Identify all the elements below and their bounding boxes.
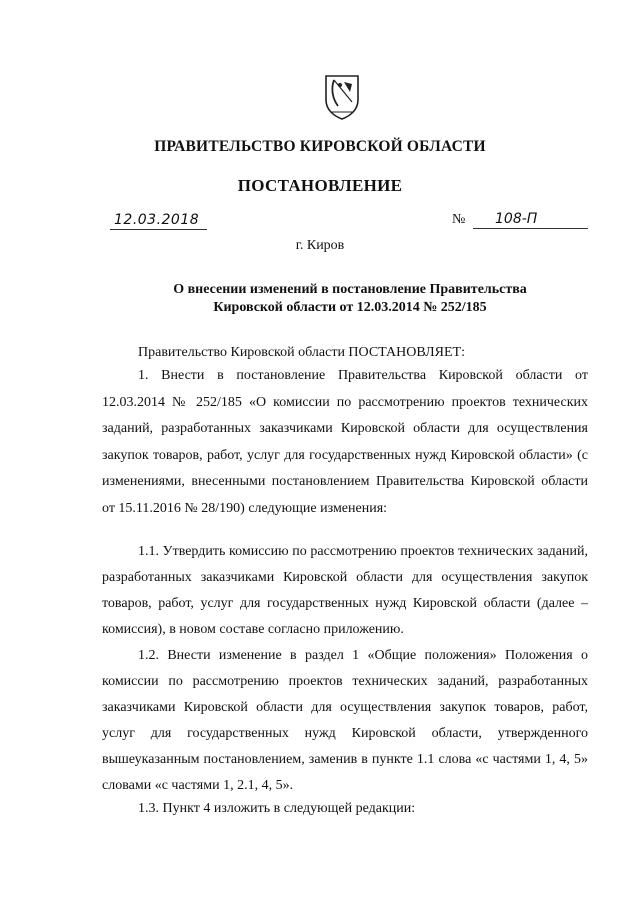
city-label: г. Киров bbox=[295, 238, 345, 253]
document-number: 108-П bbox=[473, 210, 588, 229]
document-date: 12.03.2018 bbox=[110, 211, 207, 230]
paragraph-1-2: 1.2. Внести изменение в раздел 1 «Общие положения» Положения о комиссии по рассмотрению проектов технических заданий, разработанных заказчиками Кировской области для осуществления закупок товаров, работ, услуг для государственных нужд Кировской области, утвержденного вышеуказанным постановлением, заменив в пункте 1.1 слова «с частями 1, 4, 5» словами «с частями 1, 2.1, 4, 5». bbox=[102, 648, 588, 793]
coat-of-arms-icon bbox=[322, 72, 362, 120]
document-type-title: ПОСТАНОВЛЕНИЕ bbox=[237, 176, 403, 195]
number-label: № bbox=[452, 212, 466, 227]
paragraph-1-1: 1.1. Утвердить комиссию по рассмотрению проектов технических заданий, разработанных заказчиками Кировской области для осуществления закупок товаров, работ, услуг для государственных нужд Кировской области (далее – комиссия), в новом составе согласно приложению. bbox=[102, 544, 588, 637]
paragraph-1-3: 1.3. Пункт 4 изложить в следующей редакции: bbox=[138, 801, 416, 816]
government-title: ПРАВИТЕЛЬСТВО КИРОВСКОЙ ОБЛАСТИ bbox=[154, 138, 486, 155]
paragraph-preamble: Правительство Кировской области ПОСТАНОВЛЯЕТ: bbox=[138, 345, 465, 360]
paragraph-1: 1. Внести в постановление Правительства Кировской области от 12.03.2014 № 252/185 «О комиссии по рассмотрению проектов технических заданий, разработанных заказчиками Кировской области для осуществления закупок товаров, работ, услуг для государственных нужд Кировской области» (с изменениями, внесенными постановлением Правительства Кировской области от 15.11.2016 № 28/190) следующие изменения: bbox=[102, 368, 588, 516]
subject-title: О внесении изменений в постановление Правительства Кировской области от 12.03.2014 № 252/185 bbox=[173, 282, 527, 315]
